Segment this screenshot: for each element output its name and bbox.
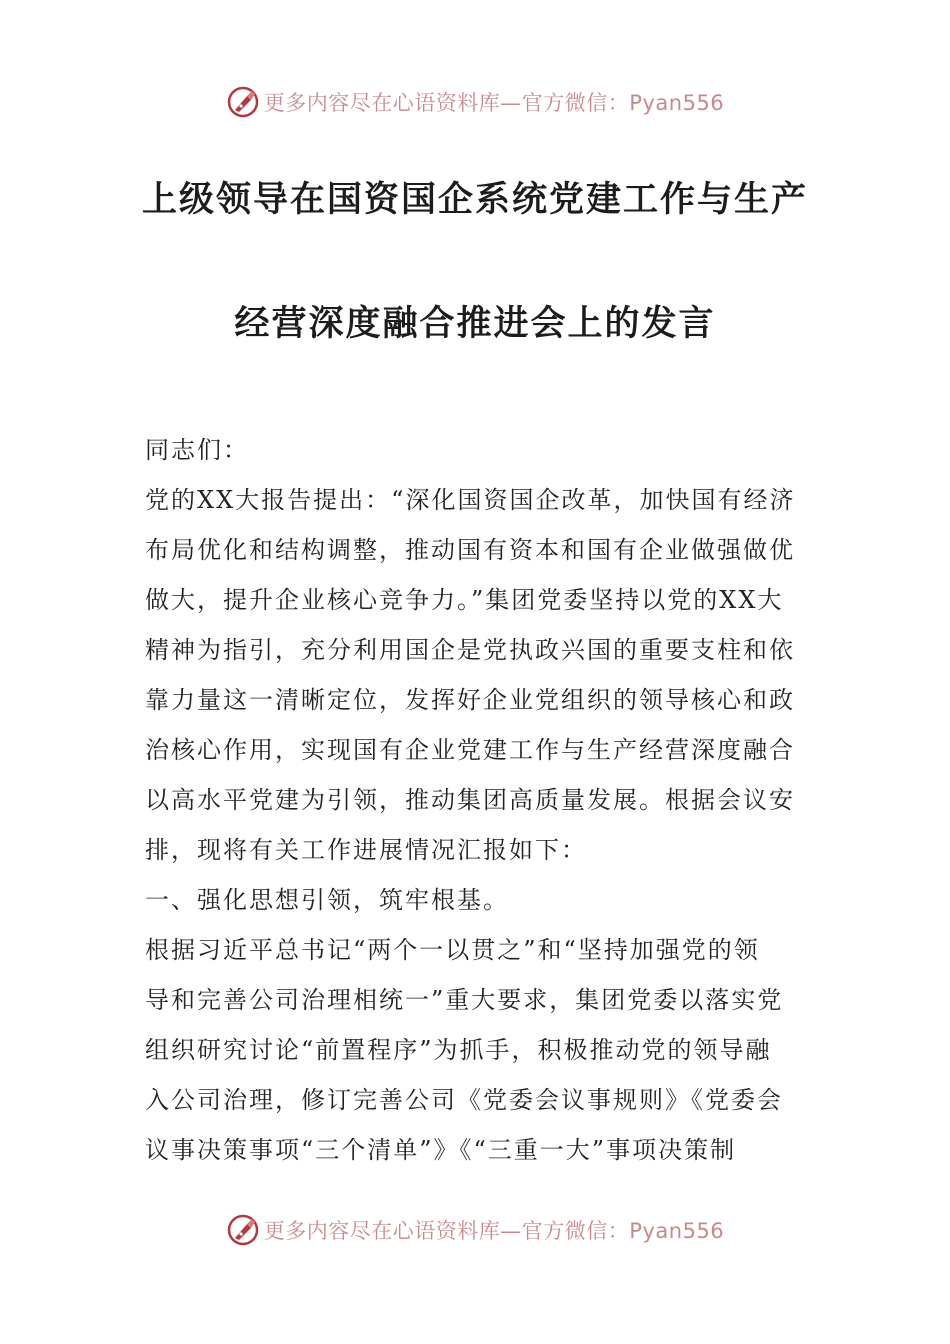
body-line: 组织研究讨论“前置程序”为抓手，积极推动党的领导融 (145, 1036, 772, 1064)
speech-body (145, 425, 810, 1175)
promo-text: 更多内容尽在心语资料库—官方微信：Pyan556 (263, 1219, 725, 1243)
pen-nib-logo-icon (226, 1213, 260, 1247)
body-line: 精神为指引，充分利用国企是党执政兴国的重要支柱和依 (145, 636, 795, 664)
section-heading: 一、强化思想引领，筑牢根基。 (145, 886, 509, 914)
body-line: 议事决策事项“三个清单”》《“三重一大”事项决策制 (145, 1136, 737, 1164)
body-line: 党的XX大报告提出：“深化国资国企改革，加快国有经济 (145, 486, 796, 514)
body-line: 以高水平党建为引领，推动集团高质量发展。根据会议安 (145, 786, 795, 814)
body-line: 治核心作用，实现国有企业党建工作与生产经营深度融合 (145, 736, 795, 764)
document-title-line-2: 经营深度融合推进会上的发言 (234, 304, 716, 344)
body-line: 同志们： (145, 436, 249, 464)
body-line: 靠力量这一清晰定位，发挥好企业党组织的领导核心和政 (145, 686, 795, 714)
document-title-line-1: 上级领导在国资国企系统党建工作与生产 (141, 180, 808, 220)
body-line: 排，现将有关工作进展情况汇报如下： (145, 836, 587, 864)
body-line: 布局优化和结构调整，推动国有资本和国有企业做强做优 (145, 536, 795, 564)
promo-text: 更多内容尽在心语资料库—官方微信：Pyan556 (263, 91, 725, 115)
body-line: 根据习近平总书记“两个一以贯之”和“坚持加强党的领 (145, 936, 760, 964)
body-line: 做大，提升企业核心竞争力。”集团党委坚持以党的XX大 (145, 586, 784, 614)
pen-nib-logo-icon (226, 85, 260, 119)
header-banner (0, 82, 950, 122)
body-line: 入公司治理，修订完善公司《党委会议事规则》《党委会 (145, 1086, 783, 1114)
footer-banner (0, 1210, 950, 1250)
body-line: 导和完善公司治理相统一”重大要求，集团党委以落实党 (145, 986, 784, 1014)
